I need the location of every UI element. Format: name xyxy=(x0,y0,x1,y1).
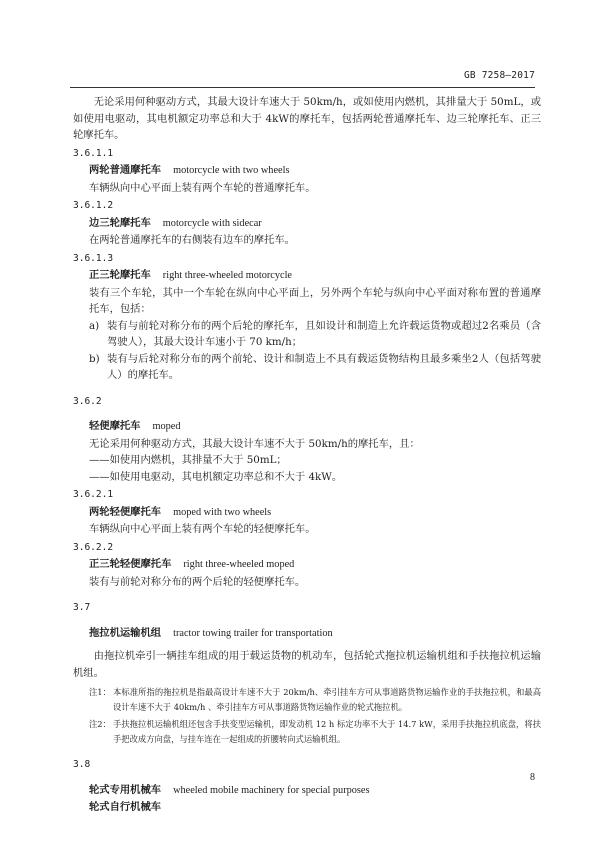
note xyxy=(89,685,541,715)
term-definition: 装有与前轮对称分布的两个后轮的轻便摩托车。 xyxy=(89,575,306,588)
list-item xyxy=(89,351,541,384)
term-zh: 正三轮摩托车 xyxy=(89,269,151,281)
header-rule xyxy=(70,87,535,88)
note-text: 本标准所指的拖拉机是指最高设计车速不大于 20km/h、牵引挂车方可从事道路货物运输作业的手扶拖拉机，和最高设计车速不大于 40km/h 、牵引挂车方可从事道路货物运输作业的轮式拖拉机。 xyxy=(113,687,541,712)
clause-number: 3.6.1.2 xyxy=(73,200,114,211)
document-body xyxy=(73,94,541,816)
term-alt-zh: 轮式自行机械车 xyxy=(89,801,162,813)
clause-number: 3.6.2 xyxy=(73,395,102,407)
note xyxy=(89,717,541,747)
clause-number: 3.6.1.1 xyxy=(73,147,114,159)
clause-number: 3.6.1.3 xyxy=(73,252,114,264)
term-zh: 拖拉机运输机组 xyxy=(89,626,162,639)
note-text: 手扶拖拉机运输机组还包含手扶变型运输机，即发动机 12 h 标定功率不大于 14.7 kW，采用手扶拖拉机底盘，将扶手把改成方向盘，与挂车连在一起组成的折腰转向式运输机组。 xyxy=(113,719,541,744)
notes xyxy=(73,685,541,747)
term-en: motorcycle with two wheels xyxy=(173,165,290,176)
list-text: 装有与后轮对称分布的两个前轮、设计和制造上不具有载运货物结构且最多乘坐2人（包括驾驶人）的摩托车。 xyxy=(107,352,541,381)
term-definition: 在两轮普通摩托车的右侧装有边车的摩托车。 xyxy=(89,234,295,246)
term-en: moped with two wheels xyxy=(173,506,272,518)
note-label: 注1： xyxy=(89,687,111,697)
term-en: moped xyxy=(152,421,181,432)
list-marker: b) xyxy=(89,352,100,365)
dash-item: ——如使用电驱动，其电机额定功率总和不大于 4kW。 xyxy=(89,470,343,483)
term-definition: 车辆纵向中心平面上装有两个车轮的普通摩托车。 xyxy=(89,181,316,194)
clause-number: 3.8 xyxy=(73,759,91,770)
term-heading xyxy=(73,215,541,233)
term-zh: 边三轮摩托车 xyxy=(89,216,151,229)
term-en: motorcycle with sidecar xyxy=(162,217,262,229)
term-alternative xyxy=(73,799,541,816)
term-zh: 轻便摩托车 xyxy=(89,420,141,432)
term-heading xyxy=(73,556,541,574)
term-heading xyxy=(73,162,541,180)
term-heading xyxy=(73,267,541,285)
term-definition: 装有三个车轮，其中一个车轮在纵向中心平面上，另外两个车轮与纵向中心平面对称布置的普通摩托车，包括： xyxy=(89,286,541,315)
term-heading xyxy=(73,504,541,522)
definition-list xyxy=(73,318,541,384)
term-definition: 由拖拉机牵引一辆挂车组成的用于载运货物的机动车，包括轮式拖拉机运输机组和手扶拖拉机运输机组。 xyxy=(73,650,541,679)
term-zh: 两轮轻便摩托车 xyxy=(89,505,162,518)
clause-number: 3.6.2.2 xyxy=(73,541,114,553)
term-zh: 正三轮轻便摩托车 xyxy=(89,558,172,570)
clause-number: 3.6.2.1 xyxy=(73,489,114,500)
term-zh: 轮式专用机械车 xyxy=(89,783,162,796)
term-heading xyxy=(73,782,541,800)
page-number: 8 xyxy=(530,772,535,783)
clause-number: 3.7 xyxy=(73,602,91,613)
list-text: 装有与前轮对称分布的两个后轮的摩托车，且如设计和制造上允许载运货物或超过2名乘员（含驾驶人），其最大设计车速小于 70 km/h； xyxy=(107,319,541,348)
list-item xyxy=(89,318,541,351)
term-heading xyxy=(73,625,541,643)
dash-item: ——如使用内燃机，其排量不大于 50mL； xyxy=(89,454,287,466)
term-zh: 两轮普通摩托车 xyxy=(89,164,162,176)
list-marker: a) xyxy=(89,319,100,332)
term-en: tractor towing trailer for transportation xyxy=(173,627,333,639)
term-heading xyxy=(73,418,541,436)
standard-code: GB 7258—2017 xyxy=(463,70,535,81)
term-en: right three-wheeled moped xyxy=(183,559,295,570)
term-en: right three-wheeled motorcycle xyxy=(162,270,293,281)
term-definition: 无论采用何种驱动方式，其最大设计车速不大于 50km/h的摩托车，且： xyxy=(89,437,420,450)
term-en: wheeled mobile machinery for special purposes xyxy=(173,784,370,796)
intro-paragraph: 无论采用何种驱动方式，其最大设计车速大于 50km/h，或如使用内燃机，其排量大于 50mL，或如使用电驱动，其电机额定功率总和大于 4kW的摩托车，包括两轮普通摩托车、边三轮摩托车、正三轮摩托车。 xyxy=(73,96,541,141)
term-definition: 车辆纵向中心平面上装有两个车轮的轻便摩托车。 xyxy=(89,523,316,535)
note-label: 注2： xyxy=(89,719,111,729)
